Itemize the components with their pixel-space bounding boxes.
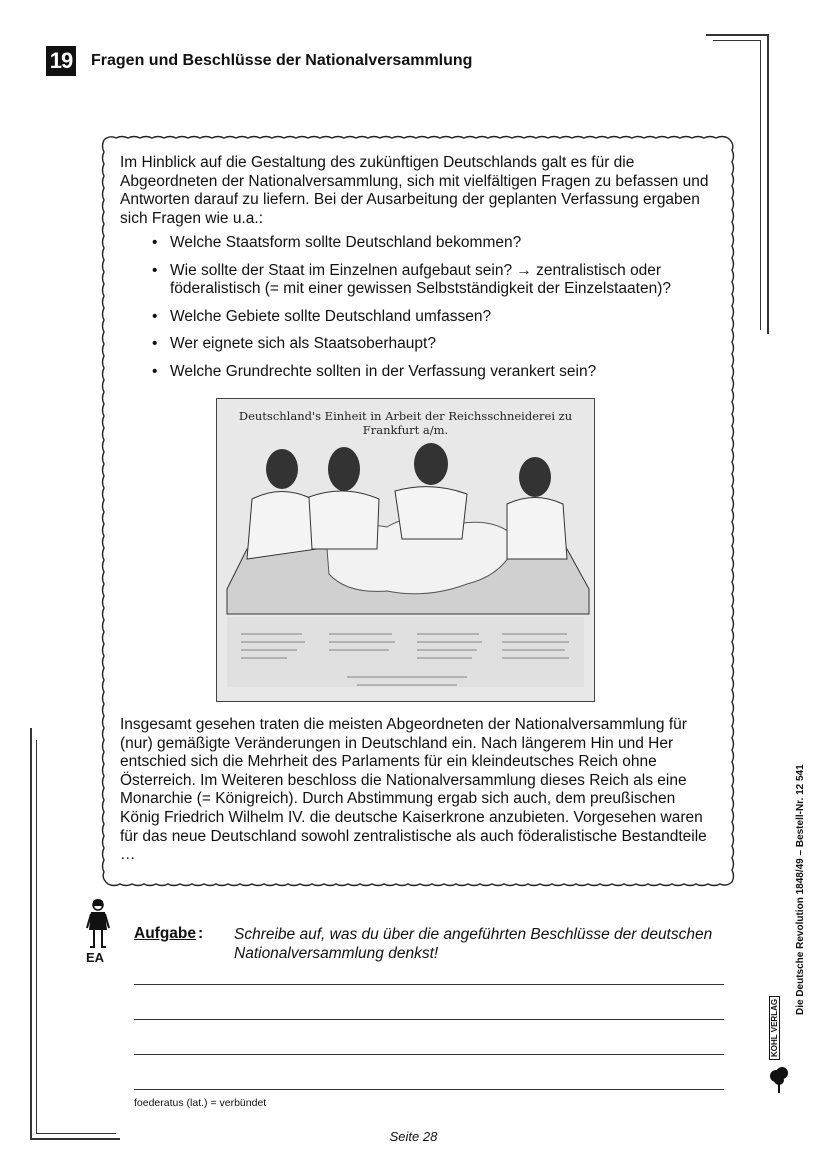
summary-paragraph: Insgesamt gesehen traten die meisten Abgeordneten der Nationalversammlung für (nur) gemäßigte Veränderungen in Deutschland ein. Nach längerem Hin und Her entschied sich die Mehrheit des Parlaments für ein kleindeutsches Reich ohne Österreich. Im Weiteren beschloss die Nationalversammlung dieses Reich als eine Monarchie (= Königreich). Durch Abstimmung ergab sich auch, dem preußischen König Friedrich Wilhelm IV. die deutsche Kaiserkrone anzubieten. Vorgesehen waren für das neue Deutschland sowohl zentralistische als auch föderalistische Bestandteile … — [120, 716, 707, 864]
question-item: • Welche Gebiete sollte Deutschland umfassen? — [152, 308, 715, 327]
historical-cartoon-image — [216, 398, 595, 702]
publisher-logo: KOHL VERLAG — [769, 996, 780, 1060]
answer-line[interactable] — [134, 1019, 724, 1020]
work-mode-label: EA — [86, 950, 105, 965]
question-item: • Welche Grundrechte sollten in der Verfassung verankert sein? — [152, 363, 715, 382]
publisher-tree-icon — [768, 1064, 790, 1094]
task-instruction: Schreibe auf, was du über die angeführten Beschlüsse der deutschen Nationalversammlung denkst! — [234, 926, 713, 962]
intro-section — [120, 154, 715, 390]
frame-left-vertical-line — [30, 728, 32, 1140]
answer-line[interactable] — [134, 984, 724, 985]
answer-line[interactable] — [134, 1054, 724, 1055]
student-figure-icon — [86, 898, 110, 950]
question-item: • Welche Staatsform sollte Deutschland bekommen? — [152, 234, 715, 253]
frame-right-vertical-line-2 — [760, 40, 761, 330]
question-item: • Wie sollte der Staat im Einzelnen aufgebaut sein? → zentralistisch oder föderalistisch (= mit einer gewissen Selbstständigkeit der Einzelstaaten)? — [152, 262, 715, 299]
cartoon-illustration — [217, 399, 594, 701]
frame-left-vertical-line-2 — [36, 740, 37, 1134]
frame-right-vertical-line — [767, 34, 769, 334]
intro-paragraph: Im Hinblick auf die Gestaltung des zukünftigen Deutschlands galt es für die Abgeordneten der Nationalversammlung, sich mit vielfältigen Fragen zu befassen und Antworten darauf zu liefern. Bei der Ausarbeitung der geplanten Verfassung ergaben sich Fragen wie u.a.: — [120, 154, 709, 227]
cartoon-caption: Deutschland's Einheit in Arbeit der Reichsschneiderei zu Frankfurt a/m. — [238, 409, 573, 437]
page-number: Seite 28 — [389, 1129, 438, 1144]
frame-top-right-line-2 — [713, 40, 761, 41]
side-order-number-text: Die Deutsche Revolution 1848/49 – Bestell-Nr. 12 541 — [795, 764, 806, 1015]
footnote: foederatus (lat.) = verbündet — [134, 1097, 267, 1109]
task-label: Aufgabe — [134, 925, 196, 942]
question-item: • Wer eignete sich als Staatsoberhaupt? — [152, 335, 715, 354]
chapter-number-badge: 19 — [46, 46, 76, 76]
answer-line[interactable] — [134, 1089, 724, 1090]
page-title: Fragen und Beschlüsse der Nationalversammlung — [91, 52, 473, 69]
question-list — [120, 234, 715, 381]
frame-top-right-line — [706, 34, 768, 36]
task-label-colon: : — [198, 925, 204, 942]
